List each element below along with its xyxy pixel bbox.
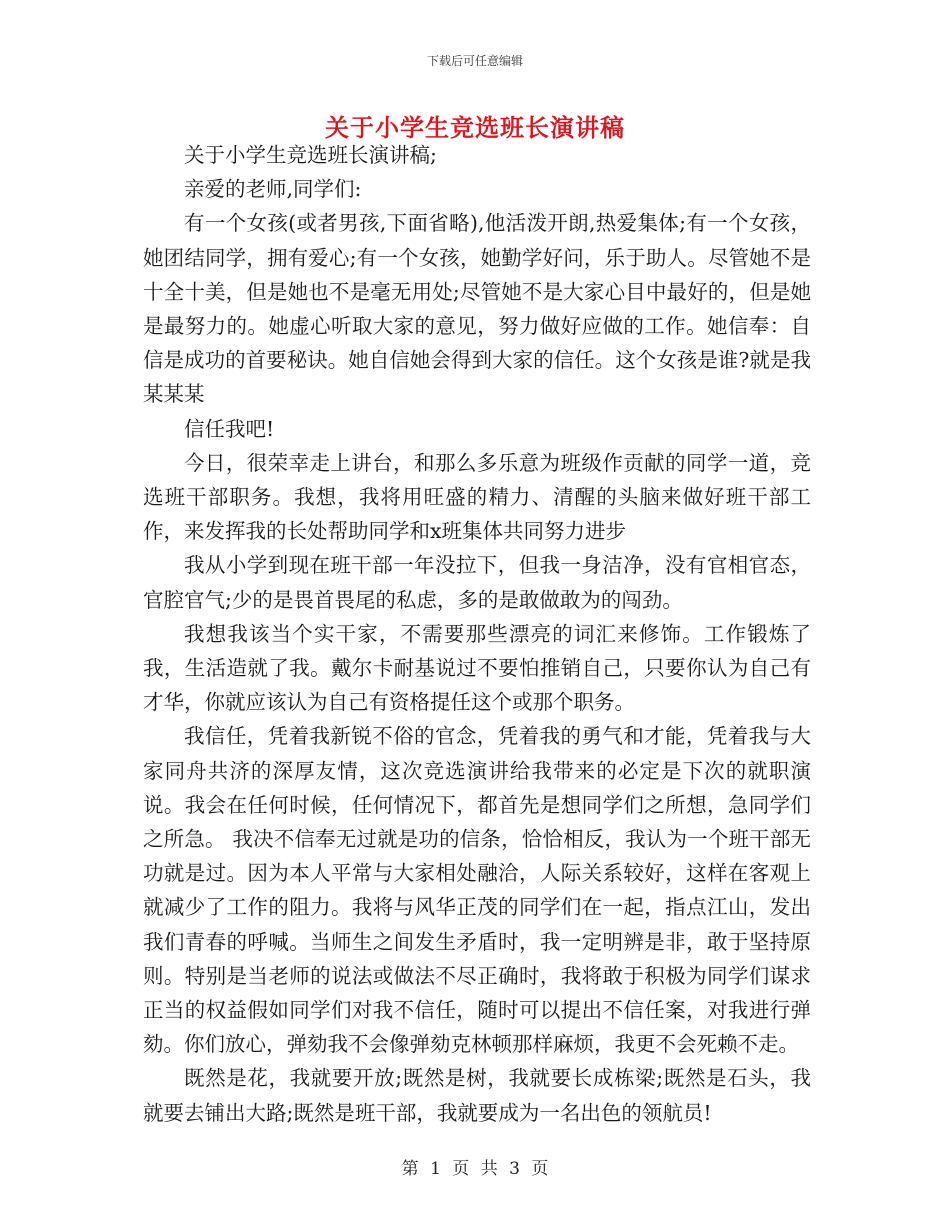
paragraph-2: 亲爱的老师,同学们: <box>184 177 362 202</box>
paragraph-4: 信任我吧! <box>184 416 275 441</box>
document-body <box>143 138 811 1130</box>
paragraph-9: 既然是花，我就要开放;既然是树，我就要长成栋梁;既然是石头，我就要去铺出大路;既然是班干部，我就要成为一名出色的领航员! <box>143 1066 811 1125</box>
paragraph-6: 我从小学到现在班干部一年没拉下，但我一身洁净，没有官相官态，官腔官气;少的是畏首畏尾的私虑，多的是敢做敢为的闯劲。 <box>143 553 811 612</box>
page-footer: 第 1 页 共 3 页 <box>401 1159 549 1179</box>
paragraph-1: 关于小学生竞选班长演讲稿; <box>184 143 437 167</box>
paragraph-7: 我想我该当个实干家，不需要那些漂亮的词汇来修饰。工作锻炼了我，生活造就了我。戴尔卡耐基说过不要怕推销自己，只要你认为自己有才华，你就应该认为自己有资格提任这个或那个职务。 <box>143 621 811 715</box>
page-header: 下载后可任意编辑 <box>426 54 523 68</box>
paragraph-8: 我信任，凭着我新锐不俗的官念，凭着我的勇气和才能，凭着我与大家同舟共济的深厚友情，这次竞选演讲给我带来的必定是下次的就职演说。我会在任何时候，任何情况下，都首先是想同学们之所想，急同学们之所急。 我决不信奉无过就是功的信条，恰恰相反，我认为一个班干部无功就是过。因为本人平常与大家相处融洽，人际关系较好，这样在客观上就减少了工作的阻力。我将与风华正茂的同学们在一起，指点江山，发出我们青春的呼喊。当师生之间发生矛盾时，我一定明辨是非，敢于坚持原则。特别是当老师的说法或做法不尽正确时，我将敢于积极为同学们谋求正当的权益假如同学们对我不信任，随时可以提出不信任案，对我进行弹劾。你们放心，弹劾我不会像弹劾克林顿那样麻烦，我更不会死赖不走。 <box>143 724 811 1057</box>
paragraph-3: 有一个女孩(或者男孩,下面省略),他活泼开朗,热爱集体;有一个女孩，她团结同学，拥有爱心;有一个女孩，她勤学好问，乐于助人。尽管她不是十全十美，但是她也不是毫无用处;尽管她不是大家心目中最好的，但是她是最努力的。她虚心听取大家的意见，努力做好应做的工作。她信奉：自信是成功的首要秘诀。她自信她会得到大家的信任。这个女孩是谁?就是我某某某 <box>143 211 811 407</box>
document-title: 关于小学生竞选班长演讲稿 <box>325 113 625 142</box>
paragraph-5: 今日，很荣幸走上讲台，和那么多乐意为班级作贡献的同学一道，竞选班干部职务。我想，我将用旺盛的精力、清醒的头脑来做好班干部工作，来发挥我的长处帮助同学和x班集体共同努力进步 <box>143 450 811 544</box>
